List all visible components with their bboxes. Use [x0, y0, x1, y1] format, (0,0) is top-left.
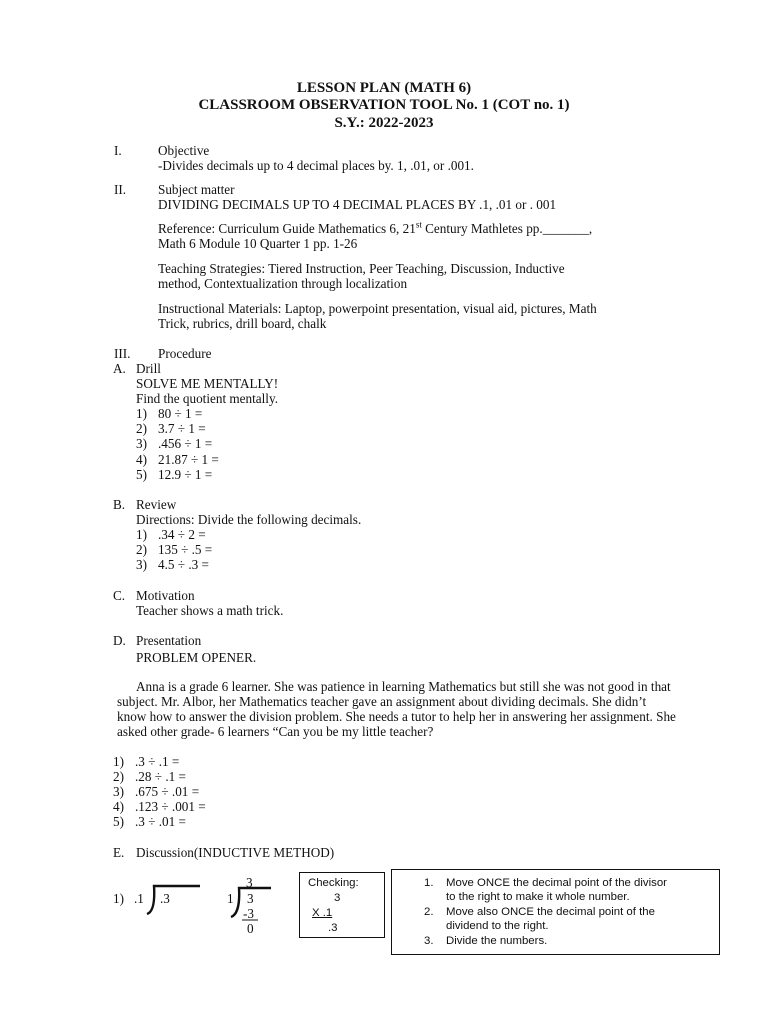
- step-number: 2.: [424, 906, 434, 918]
- materials-text-2: Trick, rubrics, drill board, chalk: [158, 316, 327, 331]
- drill-instruction: Find the quotient mentally.: [136, 391, 278, 406]
- subsection-heading: Drill: [136, 361, 161, 376]
- checking-box: [299, 872, 385, 938]
- list-item: 5) 12.9 ÷ 1 =: [136, 467, 213, 482]
- review-instruction: Directions: Divide the following decimals.: [136, 512, 362, 527]
- solved-dividend: 3: [247, 891, 254, 906]
- list-item: 3) .456 ÷ 1 =: [136, 436, 213, 451]
- division-bracket-icon: [138, 882, 204, 918]
- section-number: II.: [114, 182, 127, 197]
- section-number: III.: [114, 346, 131, 361]
- list-item: 4) .123 ÷ .001 =: [113, 799, 206, 814]
- subsection-letter: B.: [113, 497, 126, 512]
- step-text: Divide the numbers.: [446, 935, 548, 947]
- reference-text: Reference: Curriculum Guide Mathematics 6, 21st Century Mathletes pp._______,: [158, 219, 593, 236]
- subsection-heading: Review: [136, 497, 177, 512]
- example-divisor: .1: [134, 891, 144, 906]
- section-heading: Objective: [158, 143, 210, 158]
- step-text: Move ONCE the decimal point of the divisor: [446, 877, 667, 889]
- subsection-heading: Motivation: [136, 588, 195, 603]
- materials-text: Instructional Materials: Laptop, powerpoint presentation, visual aid, pictures, Math: [158, 301, 597, 316]
- drill-title: SOLVE ME MENTALLY!: [136, 376, 279, 391]
- steps-box: [391, 869, 720, 955]
- section-heading: Subject matter: [158, 182, 235, 197]
- list-item: 3) .675 ÷ .01 =: [113, 784, 200, 799]
- reference-text-2: Math 6 Module 10 Quarter 1 pp. 1-26: [158, 236, 358, 251]
- doc-title: LESSON PLAN (MATH 6): [296, 80, 472, 96]
- strategies-text-2: method, Contextualization through localization: [158, 276, 408, 291]
- checking-line: X .1: [312, 907, 333, 919]
- solved-divisor: 1: [227, 891, 234, 906]
- topic-text: DIVIDING DECIMALS UP TO 4 DECIMAL PLACES BY .1, .01 or . 001: [158, 197, 557, 212]
- subsection-letter: D.: [113, 633, 126, 648]
- subsection-heading: Presentation: [136, 633, 202, 648]
- doc-subtitle: CLASSROOM OBSERVATION TOOL No. 1 (COT no. 1): [198, 97, 570, 113]
- section-heading: Procedure: [158, 346, 212, 361]
- remainder: 0: [247, 921, 254, 936]
- list-item: 5) .3 ÷ .01 =: [113, 814, 186, 829]
- quotient: 3: [246, 875, 253, 890]
- checking-line: 3: [334, 892, 341, 904]
- example-dividend: .3: [160, 891, 170, 906]
- step-text: Move also ONCE the decimal point of the: [446, 906, 655, 918]
- list-item: 4) 21.87 ÷ 1 =: [136, 452, 219, 467]
- list-item: 1) .34 ÷ 2 =: [136, 527, 206, 542]
- step-number: 3.: [424, 935, 434, 947]
- strategies-text: Teaching Strategies: Tiered Instruction, Peer Teaching, Discussion, Inductive: [158, 261, 565, 276]
- list-item: 3) 4.5 ÷ .3 =: [136, 557, 209, 572]
- section-number: I.: [114, 143, 122, 158]
- checking-title: Checking:: [308, 877, 359, 889]
- subtract-line: -3: [243, 906, 254, 921]
- checking-line: .3: [328, 922, 338, 934]
- problem-paragraph: Anna is a grade 6 learner. She was patience in learning Mathematics but still she was not good in that subject. Mr. Albor, her Mathematics teacher gave an assignment about dividing decimals. She didn’t know how to answer the division problem. She needs a tutor to help her in answering her assignment. She asked other grade- 6 learners “Can you be my little teacher?: [117, 679, 676, 739]
- subsection-letter: E.: [113, 845, 125, 860]
- example-number: 1): [113, 891, 124, 906]
- objective-text: -Divides decimals up to 4 decimal places by. 1, .01, or .001.: [158, 158, 474, 173]
- division-bracket-icon: [228, 884, 278, 924]
- problem-opener-title: PROBLEM OPENER.: [136, 650, 257, 665]
- list-item: 2) 135 ÷ .5 =: [136, 542, 213, 557]
- motivation-text: Teacher shows a math trick.: [136, 603, 284, 618]
- step-number: 1.: [424, 877, 434, 889]
- step-text-cont: to the right to make it whole number.: [446, 891, 630, 903]
- step-text-cont: dividend to the right.: [446, 920, 549, 932]
- school-year: S.Y.: 2022-2023: [334, 115, 434, 131]
- list-item: 1) 80 ÷ 1 =: [136, 406, 203, 421]
- subsection-heading: Discussion(INDUCTIVE METHOD): [136, 845, 335, 860]
- subsection-letter: C.: [113, 588, 126, 603]
- list-item: 2) .28 ÷ .1 =: [113, 769, 186, 784]
- list-item: 1) .3 ÷ .1 =: [113, 754, 180, 769]
- subsection-letter: A.: [113, 361, 126, 376]
- list-item: 2) 3.7 ÷ 1 =: [136, 421, 206, 436]
